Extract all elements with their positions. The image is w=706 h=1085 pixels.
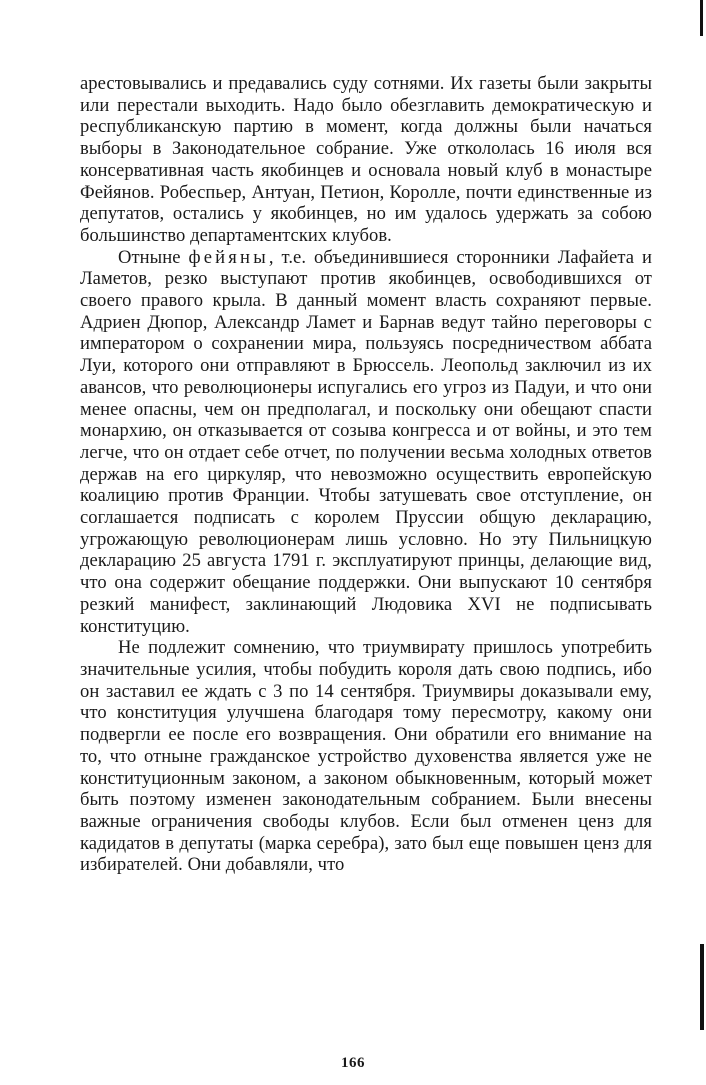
scan-edge-mark-bottom: [700, 944, 704, 1030]
paragraph-2-body: , т.е. объединившиеся сторонники Лафайета и Ламетов, резко выступают против якобинцев, освободившихся от своего правого крыла. В данный момент власть сохраняют первые. Адриен Дюпор, Александр Ламет и Барнав ведут тайно переговоры с императором о сохранении мира, пользуясь посредничеством аббата Луи, которого они отправляют в Брюссель. Леопольд заключил из их авансов, что революционеры испугались его угроз из Падуи, и что они менее опасны, чем он предполагал, и поскольку они обещают спасти монархию, он отказывается от созыва конгресса и от войны, и это тем легче, что он отдает себе отчет, по получении весьма холодных ответов держав на его циркуляр, что невозможно осуществить европейскую коалицию против Франции. Чтобы затушевать свое отступление, он соглашается подписать с королем Пруссии общую декларацию, угрожающую революционерам лишь условно. Но эту Пильницкую декларацию 25 августа 1791 г. эксплуатируют принцы, делающие вид, что она содержит обещание поддержки. Они выпускают 10 сентября резкий манифест, заклинающий Людовика XVI не подписывать конституцию.: [80, 246, 653, 637]
scan-edge-mark-top: [700, 0, 703, 36]
paragraph-2-lead: Отныне: [118, 246, 189, 268]
page-body: [80, 73, 652, 876]
paragraph-2: [80, 247, 652, 638]
paragraph-1: арестовывались и предавались суду сотнями. Их газеты были закрыты или перестали выходить. Надо было обезглавить демократическую и республиканскую партию в момент, когда должны были начаться выборы в Законодательное собрание. Уже откололась 16 июля вся консервативная часть якобинцев и основала новый клуб в монастыре Фейянов. Робеспьер, Антуан, Петион, Королле, почти единственные из депутатов, остались у якобинцев, но им удалось удержать за собою большинство департаментских клубов.: [80, 73, 652, 246]
page-number: 166: [341, 1055, 365, 1071]
emphasis-feyany: фейяны: [188, 246, 269, 268]
paragraph-3: Не подлежит сомнению, что триумвирату пришлось употребить значительные усилия, чтобы побудить короля дать свою подпись, ибо он заставил ее ждать с 3 по 14 сентября. Триумвиры доказывали ему, что конституция улучшена благодаря тому пересмотру, какому они подвергли ее после его возвращения. Они обратили его внимание на то, что отныне гражданское устройство духовенства является уже не конституционным законом, а законом обыкновенным, который может быть поэтому изменен законодательным собранием. Были внесены важные ограничения свободы клубов. Если был отменен ценз для кадидатов в депутаты (марка серебра), зато был еще повышен ценз для избирателей. Они добавляли, что: [80, 637, 652, 876]
